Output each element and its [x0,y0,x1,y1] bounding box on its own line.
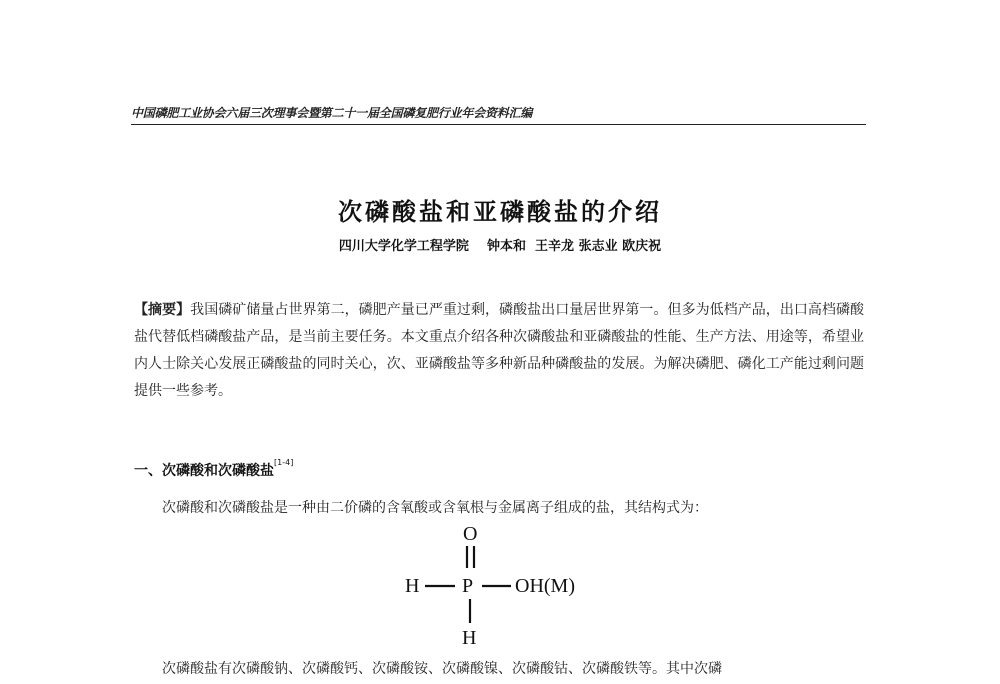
structural-formula [395,520,615,650]
header-rule [131,124,866,125]
formula-phosphorus: P [462,575,474,597]
article-title: 次磷酸盐和亚磷酸盐的介绍 [338,198,662,226]
running-header: 中国磷肥工业协会六届三次理事会暨第二十一届全国磷复肥行业年会资料汇编 [131,106,533,120]
formula-top-oxygen: O [463,523,478,545]
section-reference: [1-4] [274,458,294,467]
authors-line: 四川大学化学工程学院 钟本和 王辛龙 张志业 欧庆祝 [338,239,662,254]
abstract [134,297,864,405]
section-heading [134,460,293,480]
abstract-label: 【摘要】 [134,302,191,318]
section-intro-paragraph: 次磷酸和次磷酸盐是一种由二价磷的含氧酸或含氧根与金属离子组成的盐，其结构式为： [162,500,708,516]
formula-right-group: OH(M) [515,575,575,597]
next-paragraph: 次磷酸盐有次磷酸钠、次磷酸钙、次磷酸铵、次磷酸镍、次磷酸钴、次磷酸铁等。其中次磷 [162,661,722,677]
formula-left-hydrogen: H [405,575,420,597]
section-heading-text: 一、次磷酸和次磷酸盐 [134,463,274,479]
formula-bottom-hydrogen: H [462,627,477,649]
abstract-text: 我国磷矿储量占世界第二，磷肥产量已严重过剩，磷酸盐出口量居世界第一。但多为低档产品，出口高档磷酸盐代替低档磷酸盐产品，是当前主要任务。本文重点介绍各种次磷酸盐和亚磷酸盐的性能、生产方法、用途等，希望业内人士除关心发展正磷酸盐的同时关心，次、亚磷酸盐等多种新品种磷酸盐的发展。为解决磷肥、磷化工产能过剩问题提供一些参考。 [134,302,865,399]
